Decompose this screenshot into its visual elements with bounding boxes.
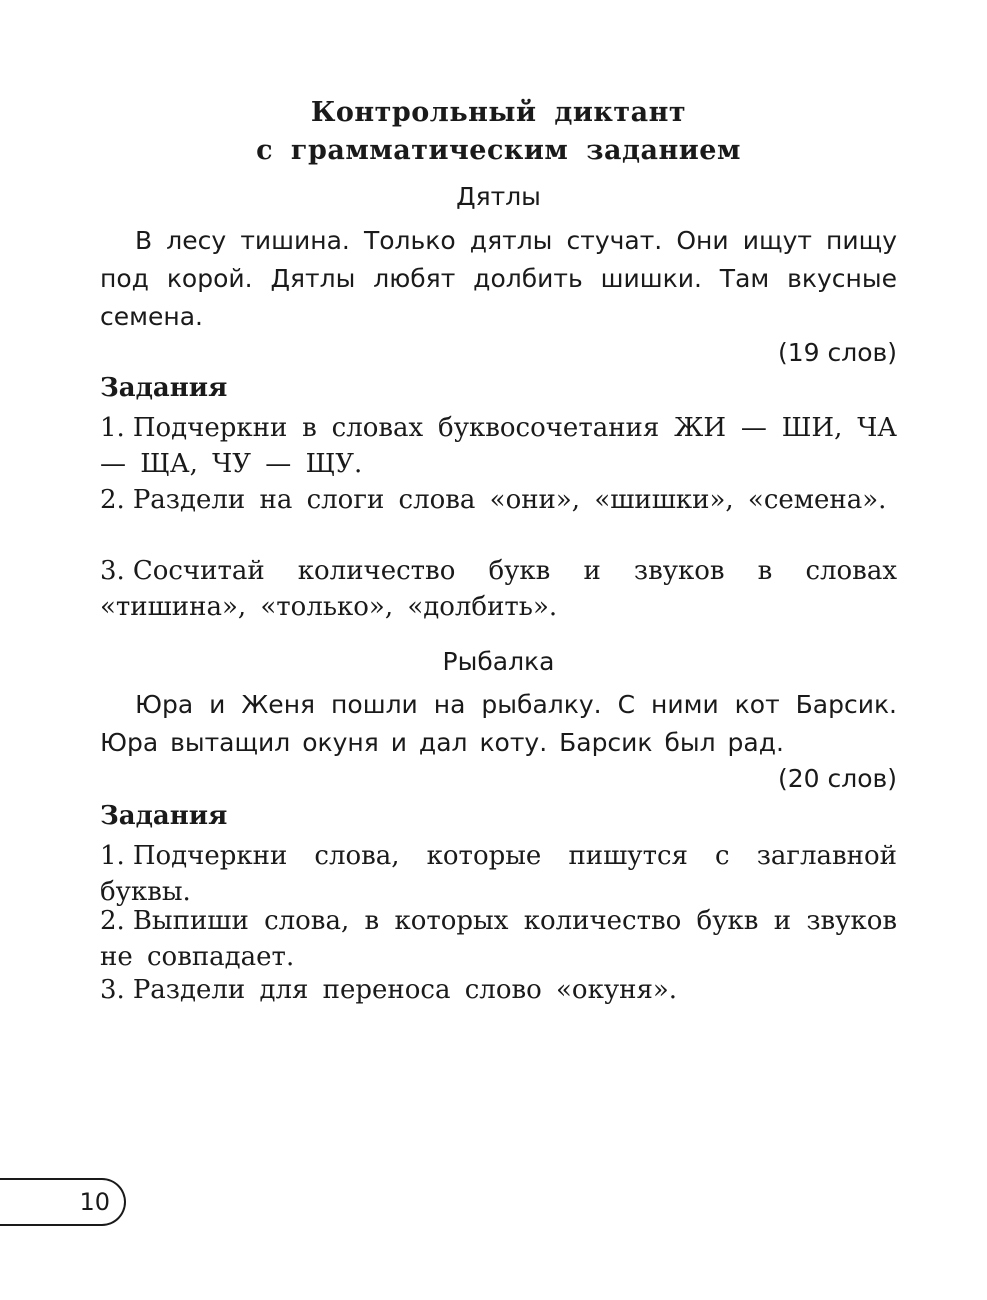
task-text: Раздели на слоги слова «они», «шишки», «семена». xyxy=(132,485,887,515)
task-text: Выпиши слова, в которых количество букв и звуков не совпадает. xyxy=(100,906,897,972)
task-item xyxy=(100,482,897,518)
tasks-heading-1: Задания xyxy=(100,373,228,403)
page-title-line-2: с грамматическим заданием xyxy=(256,135,741,166)
task-item xyxy=(100,972,897,1008)
page-number-tab xyxy=(0,1178,126,1226)
page-title-line-1: Контрольный диктант xyxy=(310,97,687,128)
task-item xyxy=(100,903,897,975)
task-item xyxy=(100,838,897,910)
task-number: 1. xyxy=(100,841,125,871)
word-count-dyatly: (19 слов) xyxy=(777,338,897,367)
task-number: 3. xyxy=(100,975,125,1005)
story-text-rybalka: Юра и Женя пошли на рыбалку. С ними кот Барсик. Юра вытащил окуня и дал коту. Барсик был рад. xyxy=(100,690,897,757)
task-text: Подчеркни в словах буквосочетания ЖИ — ШИ, ЧА — ЩА, ЧУ — ЩУ. xyxy=(100,413,897,479)
task-text: Подчеркни слова, которые пишутся с заглавной буквы. xyxy=(100,841,897,907)
story-title-dyatly: Дятлы xyxy=(456,182,541,211)
task-item xyxy=(100,410,897,482)
task-text: Сосчитай количество букв и звуков в словах «тишина», «только», «долбить». xyxy=(100,556,897,622)
task-number: 2. xyxy=(100,485,125,515)
task-number: 2. xyxy=(100,906,125,936)
story-title-rybalka: Рыбалка xyxy=(442,647,555,676)
page-title xyxy=(100,94,897,170)
task-number: 1. xyxy=(100,413,125,443)
story-text-dyatly: В лесу тишина. Только дятлы стучат. Они ищут пищу под корой. Дятлы любят долбить шишки. Там вкусные семена. xyxy=(100,226,897,331)
task-item xyxy=(100,553,897,625)
word-count-rybalka: (20 слов) xyxy=(777,764,897,793)
tasks-heading-2: Задания xyxy=(100,801,228,831)
task-text: Раздели для переноса слово «окуня». xyxy=(132,975,678,1005)
task-number: 3. xyxy=(100,556,125,586)
page-number: 10 xyxy=(79,1188,110,1216)
